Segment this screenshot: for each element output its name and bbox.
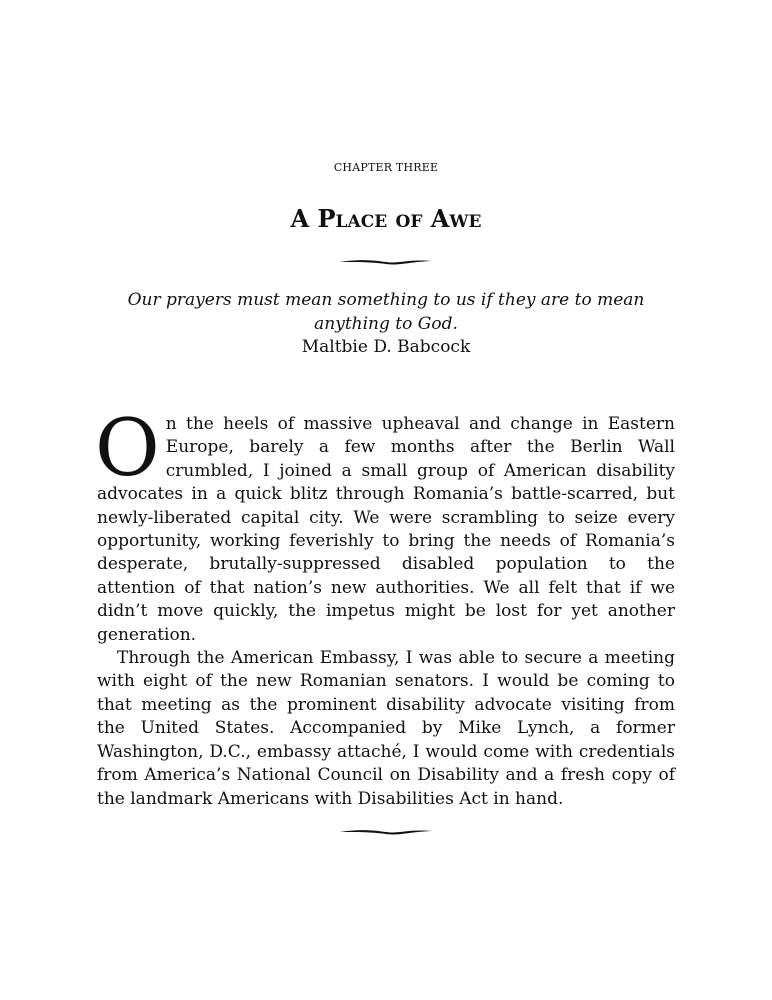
chapter-body bbox=[95, 402, 675, 811]
paragraph-2: Through the American Embassy, I was able to secure a meeting with eight of the new Romanian senators. I would be coming to that meeting as the prominent disability advocate visiting from the United States. Accompanied by Mike Lynch, a former Washington, D.C., embassy attaché, I would come with credentials from America’s National Council on Disability and a fresh copy of the landmark Americans with Disabilities Act in hand. bbox=[97, 648, 675, 809]
epigraph-quote: Our prayers must mean something to us if they are to mean anything to God. bbox=[127, 290, 645, 334]
drop-cap: O bbox=[95, 402, 160, 494]
paragraph-1-text: n the heels of massive upheaval and change in Eastern Europe, barely a few months after the Berlin Wall crumbled, I joined a small group of American disability advocates in a quick blitz through Romania’s battle-scarred, but newly-liberated capital city. We were scrambling to seize every opportunity, working feverishly to bring the needs of Romania’s desperate, brutally-suppressed disabled population to the attention of that nation’s new authorities. We all felt that if we didn’t move quickly, the impetus might be lost for yet another generation. bbox=[97, 414, 675, 645]
chapter-label: CHAPTER THREE bbox=[333, 161, 439, 174]
chapter-title: A Place of Awe bbox=[290, 204, 482, 233]
epigraph bbox=[96, 289, 676, 360]
paragraph-1 bbox=[95, 402, 675, 647]
swash-rule-icon bbox=[338, 254, 434, 268]
swash-rule-icon bbox=[338, 824, 434, 838]
epigraph-author: Maltbie D. Babcock bbox=[301, 337, 471, 357]
